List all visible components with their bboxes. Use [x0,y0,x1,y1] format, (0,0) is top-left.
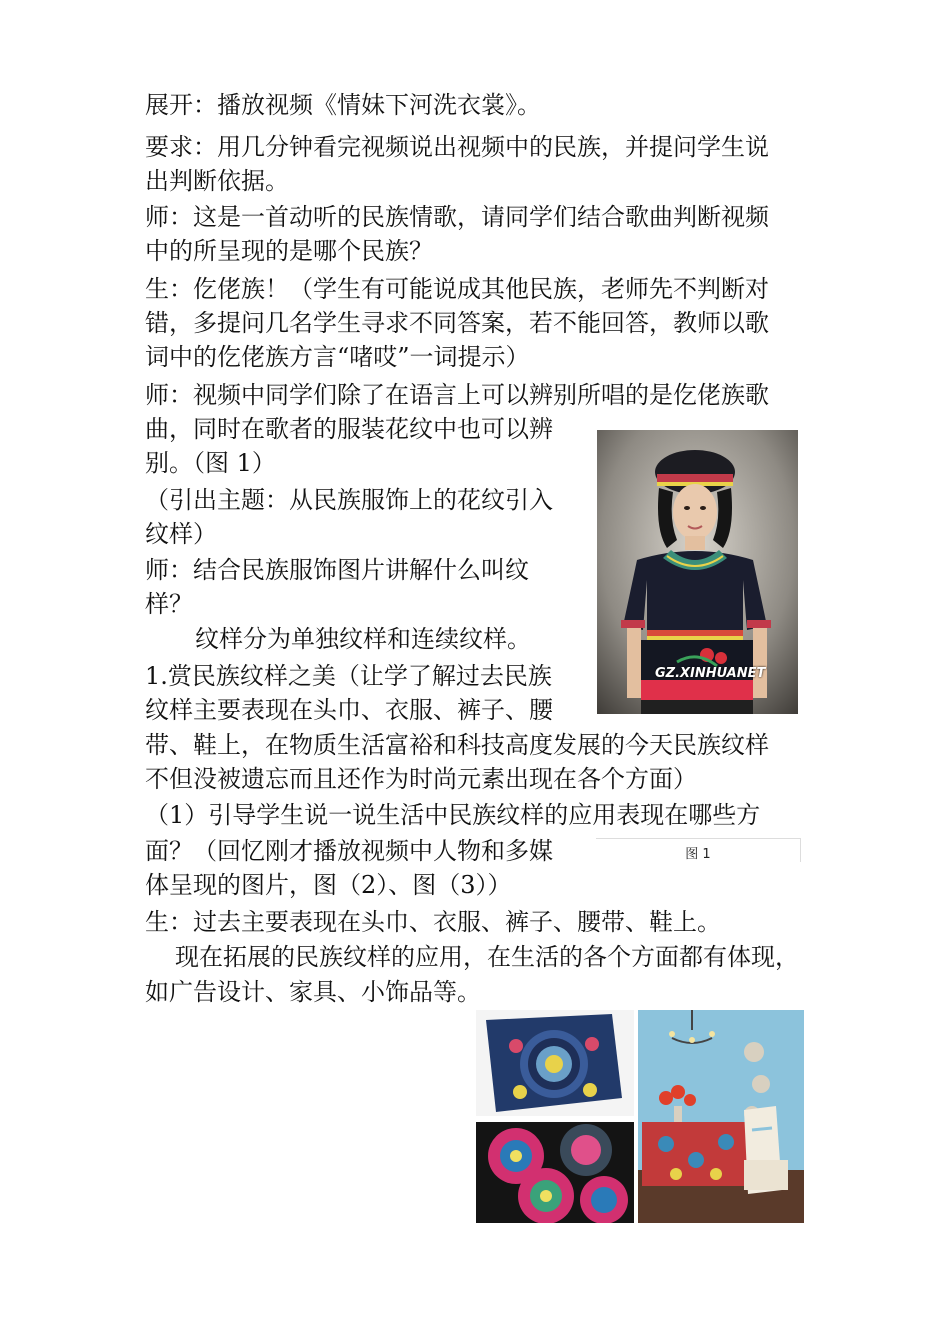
text-line: 师：视频中同学们除了在语言上可以辨别所唱的是仡佬族歌 [145,381,769,409]
text-line: 别。（图 1） [145,449,276,477]
ethnic-pattern-dining-room-image [638,1010,804,1223]
text-line: 不但没被遗忘而且还作为时尚元素出现在各个方面） [145,765,697,793]
text-line: 曲，同时在歌者的服装花纹中也可以辨 [145,415,553,443]
pattern-applications-collage [476,1010,804,1223]
text-line: 如广告设计、家具、小饰品等。 [145,978,481,1006]
embroidered-cushion-image [476,1010,634,1116]
text-line: 体呈现的图片，图（2）、图（3）） [145,871,512,899]
text-line: 样？ [145,590,193,618]
text-line: 面？（回忆刚才播放视频中人物和多媒 [145,837,553,865]
watermark: GZ.XINHUANET [655,666,766,681]
text-line: 1.赏民族纹样之美（让学了解过去民族 [145,662,552,690]
text-line: 师：结合民族服饰图片讲解什么叫纹 [145,556,529,584]
text-line: 带、鞋上，在物质生活富裕和科技高度发展的今天民族纹样 [145,731,769,759]
text-line: 生：仡佬族！（学生有可能说成其他民族，老师先不判断对 [145,275,769,303]
figure-1-caption: 图 1 [685,847,711,862]
text-line: 现在拓展的民族纹样的应用，在生活的各个方面都有体现， [175,943,799,971]
text-line: 中的所呈现的是哪个民族？ [145,237,433,265]
text-line: 要求：用几分钟看完视频说出视频中的民族，并提问学生说 [145,133,769,161]
text-line: （引出主题：从民族服饰上的花纹引入 [145,486,553,514]
text-line: 纹样） [145,520,217,548]
text-line: 师：这是一首动听的民族情歌，请同学们结合歌曲判断视频 [145,203,769,231]
text-line: （1）引导学生说一说生活中民族纹样的应用表现在哪些方 [145,801,761,829]
text-line: 错，多提问几名学生寻求不同答案，若不能回答，教师以歌 [145,309,769,337]
figure-1-caption-box [596,838,801,862]
embroidered-coasters-image [476,1122,634,1223]
text-line: 出判断依据。 [145,167,289,195]
text-line: 生：过去主要表现在头巾、衣服、裤子、腰带、鞋上。 [145,908,721,936]
text-line: 展开：播放视频《情妹下河洗衣裳》。 [145,91,541,119]
text-line: 纹样主要表现在头巾、衣服、裤子、腰 [145,696,553,724]
text-line: 纹样分为单独纹样和连续纹样。 [195,625,531,653]
text-line: 词中的仡佬族方言“啫哎”一词提示） [145,343,530,371]
figure-1-costume-photo [597,430,798,714]
